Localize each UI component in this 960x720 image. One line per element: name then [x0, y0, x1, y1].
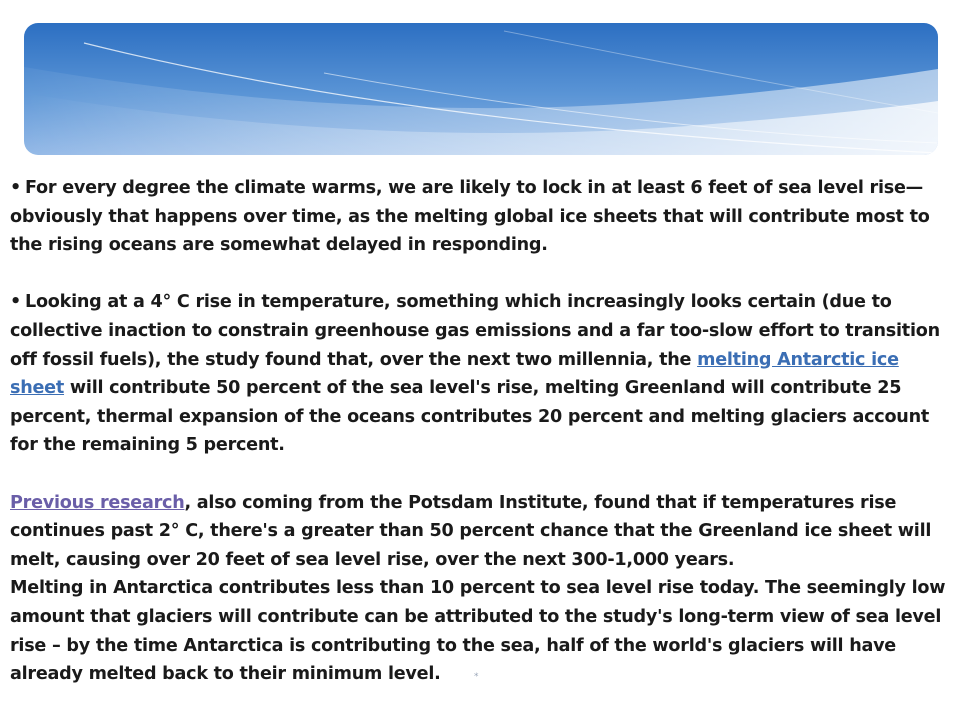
- slide-content: [10, 174, 956, 689]
- bullet-marker: •: [10, 178, 21, 198]
- paragraph-gap: [10, 460, 956, 489]
- paragraph-4-text: Melting in Antarctica contributes less than 10 percent to sea level rise today. The seemingly low amount that glaciers will contribute can be attributed to the study's long-term view of sea level rise – by the time Antarctica is contributing to the sea, half of the world's glaciers will have already melted back to their minimum level.: [10, 578, 946, 685]
- antarctic-ice-sheet-link[interactable]: melting Antarctic ice sheet: [10, 349, 899, 399]
- paragraph-3: [10, 489, 956, 575]
- paragraph-4: [10, 574, 956, 688]
- paragraph-gap: [10, 260, 956, 289]
- page-marker: *: [474, 672, 479, 682]
- banner-graphic: [24, 23, 938, 155]
- bullet-marker: •: [10, 292, 21, 313]
- previous-research-link[interactable]: Previous research: [10, 492, 185, 513]
- paragraph-2-text-before: Looking at a 4° C rise in temperature, something which increasingly looks certain (due to collective inaction to constrain greenhouse gas emissions and a far too-slow effort to transition off fossil fuels), the study found that, over the next two millennia, the: [10, 292, 940, 370]
- paragraph-2: [10, 288, 956, 460]
- paragraph-3-text: , also coming from the Potsdam Institute, found that if temperatures rise continues past 2° C, there's a greater than 50 percent chance that the Greenland ice sheet will melt, causing over 20 feet of sea level rise, over the next 300-1,000 years.: [10, 492, 932, 570]
- header-banner: [24, 23, 938, 155]
- paragraph-2-text-after: will contribute 50 percent of the sea level's rise, melting Greenland will contribute 25 percent, thermal expansion of the oceans contributes 20 percent and melting glaciers account for the remaining 5 percent.: [10, 378, 930, 456]
- paragraph-1: [10, 174, 956, 260]
- paragraph-1-text: For every degree the climate warms, we are likely to lock in at least 6 feet of sea level rise—obviously that happens over time, as the melting global ice sheets that will contribute most to the rising oceans are somewhat delayed in responding.: [10, 178, 930, 256]
